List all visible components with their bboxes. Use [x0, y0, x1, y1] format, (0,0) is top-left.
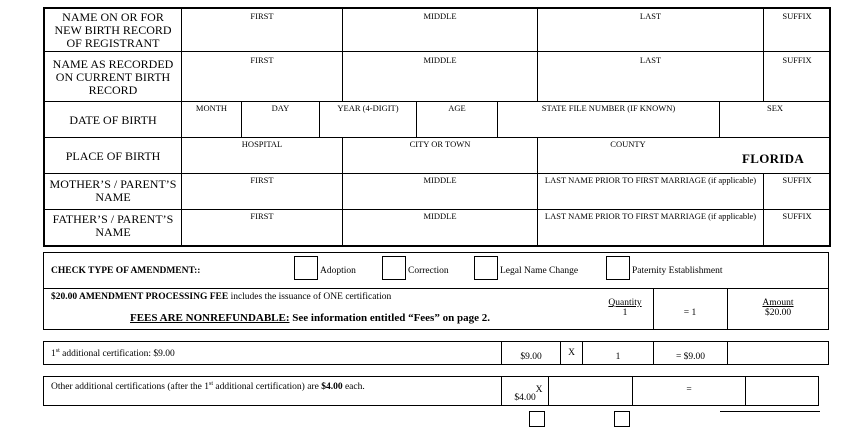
dob-year-field[interactable]: [321, 114, 415, 136]
middle-label: MIDDLE: [423, 55, 457, 65]
other-additional-amount-field[interactable]: [746, 377, 818, 405]
row-line: [44, 209, 830, 210]
suffix-label: SUFFIX: [782, 211, 812, 221]
amount-value: $20.00: [764, 308, 792, 318]
suffix-label: SUFFIX: [782, 11, 812, 21]
name-new-label: NAME ON OR FOR NEW BIRTH RECORD OF REGISTRANT: [54, 10, 172, 50]
paternity-checkbox[interactable]: [606, 256, 630, 280]
state-file-label: STATE FILE NUMBER (IF KNOWN): [541, 103, 676, 113]
dob-day-field[interactable]: [243, 114, 318, 136]
new-last-field[interactable]: [539, 23, 762, 50]
quantity-label: Quantity: [608, 298, 642, 308]
first-label: FIRST: [250, 55, 274, 65]
amendment-type-label: CHECK TYPE OF AMENDMENT::: [51, 266, 201, 276]
county-field[interactable]: [539, 150, 734, 172]
city-label: CITY OR TOWN: [409, 139, 471, 149]
amount-label: Amount: [762, 298, 794, 308]
checkbox-partial[interactable]: [529, 411, 545, 427]
first-additional-result: = $9.00: [675, 352, 706, 362]
other-additional-qty-field[interactable]: [549, 377, 631, 405]
name-current-label: NAME AS RECORDED ON CURRENT BIRTH RECORD: [52, 57, 174, 97]
month-label: MONTH: [195, 103, 228, 113]
age-label: AGE: [448, 103, 466, 113]
first-label: FIRST: [250, 211, 274, 221]
state-file-field[interactable]: [499, 114, 718, 136]
first-additional-amount-field[interactable]: [728, 342, 828, 364]
correction-label: Correction: [408, 266, 449, 276]
mother-last-field[interactable]: [539, 186, 762, 208]
adoption-label: Adoption: [320, 266, 356, 276]
paternity-label: Paternity Establishment: [632, 266, 723, 276]
hospital-label: HOSPITAL: [241, 139, 283, 149]
row-line: [44, 51, 830, 52]
first-label: FIRST: [250, 175, 274, 185]
suffix-label: SUFFIX: [782, 175, 812, 185]
current-last-field[interactable]: [539, 67, 762, 100]
first-additional-price: $9.00: [520, 352, 542, 362]
father-label: FATHER’S / PARENT’S NAME: [52, 212, 174, 239]
county-label: COUNTY: [610, 139, 646, 149]
mother-label: MOTHER’S / PARENT’S NAME: [49, 177, 177, 204]
processing-fee-text: $20.00 AMENDMENT PROCESSING FEE includes the issuance of ONE certification: [51, 292, 392, 302]
first-additional-qty[interactable]: 1: [615, 352, 621, 362]
last-prior-label: LAST NAME PRIOR TO FIRST MARRIAGE (if applicable): [544, 211, 757, 221]
suffix-label: SUFFIX: [782, 55, 812, 65]
other-additional-price: $4.00: [514, 393, 536, 403]
legal-name-change-checkbox[interactable]: [474, 256, 498, 280]
father-middle-field[interactable]: [344, 222, 536, 245]
row-line: [720, 411, 820, 412]
equals-sign: =: [686, 385, 692, 395]
mother-suffix-field[interactable]: [765, 186, 829, 208]
city-field[interactable]: [344, 150, 536, 172]
sex-field[interactable]: [721, 114, 829, 136]
legal-name-change-label: Legal Name Change: [500, 266, 579, 276]
new-first-field[interactable]: [183, 23, 341, 50]
quantity-value: 1: [622, 308, 628, 318]
mother-first-field[interactable]: [183, 186, 341, 208]
day-label: DAY: [271, 103, 290, 113]
father-suffix-field[interactable]: [765, 222, 829, 245]
correction-checkbox[interactable]: [382, 256, 406, 280]
checkbox-partial[interactable]: [614, 411, 630, 427]
times-sign: X: [535, 385, 543, 395]
dob-label: DATE OF BIRTH: [69, 113, 157, 127]
father-last-field[interactable]: [539, 222, 762, 245]
other-additional-text: Other additional certifications (after the 1st additional certification) are $4.00 each.: [51, 381, 365, 393]
last-label: LAST: [639, 11, 662, 21]
new-suffix-field[interactable]: [765, 23, 829, 50]
current-first-field[interactable]: [183, 67, 341, 100]
label-divider: [181, 8, 182, 246]
row-line: [44, 137, 830, 138]
father-first-field[interactable]: [183, 222, 341, 245]
row-line: [44, 101, 830, 102]
middle-label: MIDDLE: [423, 175, 457, 185]
sex-label: SEX: [766, 103, 784, 113]
times-sign: X: [568, 348, 575, 358]
middle-label: MIDDLE: [423, 211, 457, 221]
first-label: FIRST: [250, 11, 274, 21]
pob-label: PLACE OF BIRTH: [65, 149, 161, 163]
row-line: [44, 173, 830, 174]
last-label: LAST: [639, 55, 662, 65]
adoption-checkbox[interactable]: [294, 256, 318, 280]
current-suffix-field[interactable]: [765, 67, 829, 100]
hospital-field[interactable]: [183, 150, 341, 172]
dob-month-field[interactable]: [183, 114, 240, 136]
mother-middle-field[interactable]: [344, 186, 536, 208]
row-line: [44, 288, 828, 289]
current-middle-field[interactable]: [344, 67, 536, 100]
year-label: YEAR (4-DIGIT): [337, 103, 399, 113]
new-middle-field[interactable]: [344, 23, 536, 50]
age-field[interactable]: [418, 114, 496, 136]
middle-label: MIDDLE: [423, 11, 457, 21]
last-prior-label: LAST NAME PRIOR TO FIRST MARRIAGE (if applicable): [544, 175, 757, 185]
equals-value: = 1: [683, 308, 697, 318]
nonrefundable-text: FEES ARE NONREFUNDABLE: See information entitled “Fees” on page 2.: [130, 312, 490, 324]
state-value: FLORIDA: [742, 151, 805, 166]
first-additional-text: 1st additional certification: $9.00: [51, 348, 175, 360]
